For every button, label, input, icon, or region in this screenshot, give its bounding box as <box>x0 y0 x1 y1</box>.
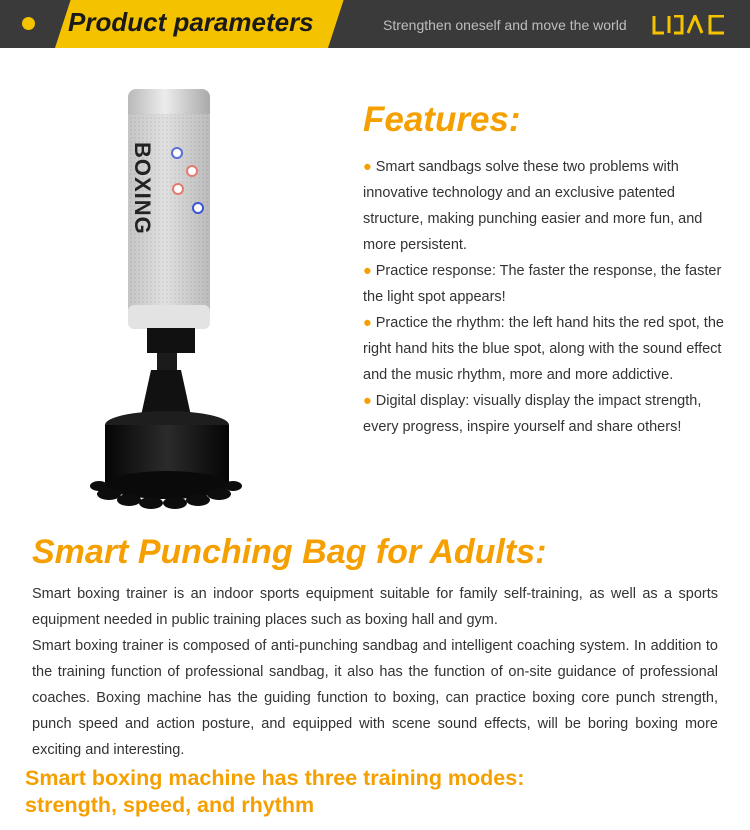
training-modes-line: strength, speed, and rhythm <box>25 793 315 817</box>
red-spot-icon <box>187 166 197 176</box>
section-paragraph: Smart boxing trainer is an indoor sports equipment suitable for family self-training, as well as a sports equipment needed in public training places such as boxing hall and gym. <box>32 586 718 628</box>
training-modes-line: Smart boxing machine has three training modes: <box>25 766 525 790</box>
brand-logo-icon <box>652 15 727 35</box>
page-title: Product parameters <box>68 7 314 37</box>
bullet-icon: ● <box>363 159 372 175</box>
blue-spot-icon <box>193 203 203 213</box>
feature-text: Digital display: visually display the impact strength, every progress, inspire yourself and share others! <box>363 393 702 435</box>
header-bar <box>0 0 750 48</box>
bullet-icon: ● <box>363 393 372 409</box>
feature-text: Practice response: The faster the response, the faster the light spot appears! <box>363 263 722 305</box>
section-heading: Smart Punching Bag for Adults: <box>32 533 547 571</box>
feature-item <box>363 388 733 440</box>
training-modes-heading <box>25 765 645 819</box>
section-body <box>32 581 718 763</box>
feature-item <box>363 310 733 388</box>
bullet-icon: ● <box>363 315 372 331</box>
feature-text: Smart sandbags solve these two problems with innovative technology and an exclusive patented structure, making punching easier and more fun, and more persistent. <box>363 159 703 253</box>
product-image <box>85 80 265 520</box>
feature-item <box>363 258 733 310</box>
bag-boxing-text: BOXING <box>130 142 155 235</box>
red-spot-icon <box>173 184 183 194</box>
bullet-dot-icon <box>22 17 35 30</box>
blue-spot-icon <box>172 148 182 158</box>
header-slogan: Strengthen oneself and move the world <box>383 17 627 33</box>
features-list <box>363 154 733 440</box>
bullet-icon: ● <box>363 263 372 279</box>
section-paragraph: Smart boxing trainer is composed of anti-punching sandbag and intelligent coaching system. In addition to the training function of professional sandbag, it also has the function of on-site guidance of professional coaches. Boxing machine has the guiding function to boxing, can practice boxing core punch strength, punch speed and action posture, and equipped with scene sound effects, will be boring boxing more exciting and interesting. <box>32 638 718 758</box>
features-heading: Features: <box>363 100 521 139</box>
feature-text: Practice the rhythm: the left hand hits the red spot, the right hand hits the blue spot, along with the sound effect and the music rhythm, more and more addictive. <box>363 315 724 383</box>
feature-item <box>363 154 733 258</box>
